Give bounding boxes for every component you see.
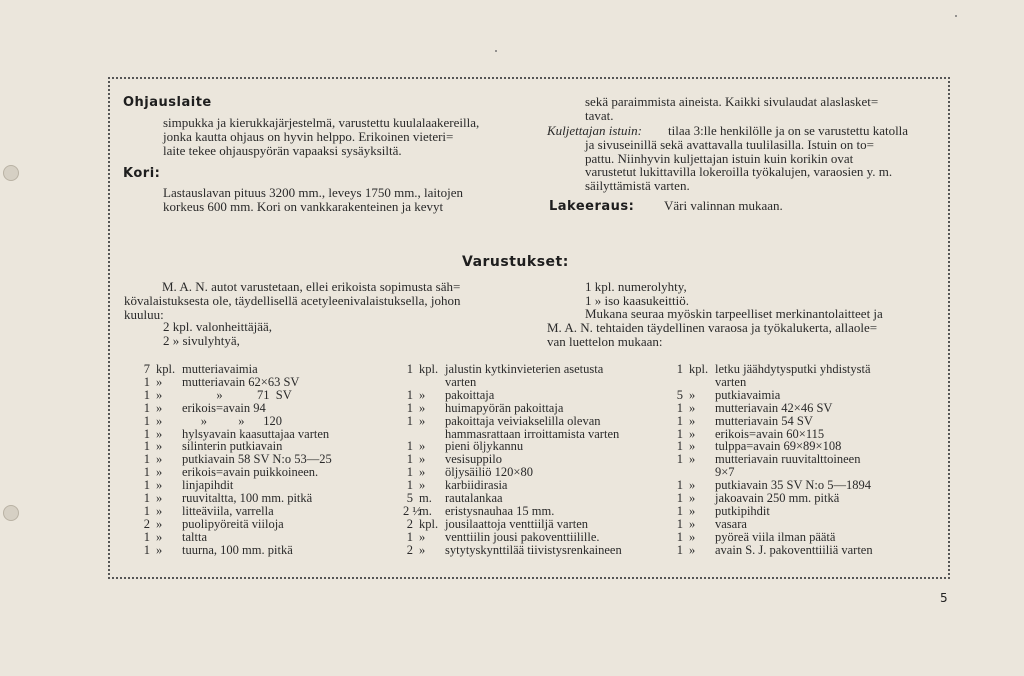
item-unit: m. (419, 491, 432, 506)
item-qty: 1 (406, 439, 413, 454)
item-unit: » (689, 426, 696, 441)
item-unit: » (689, 413, 696, 428)
list-item (403, 402, 622, 415)
item-desc: tuurna, 100 mm. pitkä (182, 542, 293, 557)
item-qty: 5 (676, 387, 683, 402)
list-item (673, 505, 873, 518)
item-qty: 1 (676, 516, 683, 531)
item-unit: » (156, 374, 163, 389)
item-qty: 1 (406, 529, 413, 544)
item-desc: putkiavaimia (715, 387, 781, 402)
item-desc: vasara (715, 516, 747, 531)
item-unit (683, 466, 715, 479)
item-desc: öljysäiliö 120×80 (445, 465, 533, 480)
item-unit (683, 376, 715, 389)
item-desc: huimapyörän pakoittaja (445, 400, 564, 415)
item-desc: varten (445, 374, 477, 389)
item-desc: erikois=avain 60×115 (715, 426, 825, 441)
item-qty: 1 (676, 542, 683, 557)
tool-list-column-2 (403, 363, 622, 557)
item-qty: 1 (143, 413, 150, 428)
item-qty: 1 (143, 452, 150, 467)
item-qty: 5 (406, 491, 413, 506)
list-item (673, 544, 873, 557)
item-desc: puolipyöreitä viiloja (182, 516, 284, 531)
item-qty: 1 (676, 362, 683, 376)
list-item (673, 389, 873, 402)
item-unit: kpl. (156, 362, 176, 376)
item-desc: eristysnauhaa 15 mm. (445, 503, 555, 518)
item-qty: 1 (143, 465, 150, 480)
varustukset-right-items (585, 280, 689, 308)
item-desc: mutteriavain 54 SV (715, 413, 813, 428)
item-qty: 1 (676, 426, 683, 441)
item-unit: » (156, 413, 163, 428)
item-unit: » (156, 491, 163, 506)
item-desc: mutteriavain 42×46 SV (715, 400, 833, 415)
item-desc: ruuvitaltta, 100 mm. pitkä (182, 491, 313, 506)
item-unit: » (156, 516, 163, 531)
item-qty: 1 (676, 452, 683, 467)
item-desc: putkiavain 35 SV N:o 5—1894 (715, 478, 872, 493)
item-desc: erikois=avain 94 (182, 400, 266, 415)
item-desc: pakoittaja veiviakselilla olevan (445, 413, 601, 428)
varustukset-intro: M. A. N. autot varustetaan, ellei erikoista sopimusta säh= kövalaistuksesta ole, täydellisellä acetyleenivalaistuksella, johon kuuluu: (124, 279, 461, 322)
item-desc: rautalankaa (445, 491, 503, 506)
list-item (403, 531, 622, 544)
item-desc: avain S. J. pakoventtiiliä varten (715, 542, 873, 557)
item-unit: » (689, 452, 696, 467)
item-desc: tulppa=avain 69×89×108 (715, 439, 842, 454)
kori-text: Lastauslavan pituus 3200 mm., leveys 1750 mm., laitojen korkeus 600 mm. Kori on vankkarakenteinen ja kevyt (163, 185, 464, 214)
item-qty: 1 (143, 491, 150, 506)
item-unit: » (156, 426, 163, 441)
list-item (403, 415, 622, 428)
item-desc: taltta (182, 529, 207, 544)
item-unit: » (156, 439, 163, 454)
item-qty: 1 (406, 400, 413, 415)
item-unit: » (689, 516, 696, 531)
ohjauslaite-text: simpukka ja kierukkajärjestelmä, varustettu kuulalaakereilla, jonka kautta ohjaus on hyvin helppo. Erikoinen vieteri= laite tekee ohjauspyörän vapaaksi sysäyksiltä. (163, 115, 480, 158)
item-desc: pieni öljykannu (445, 439, 524, 454)
item-unit: » (689, 478, 696, 493)
list-item (673, 492, 873, 505)
item-desc: » » 120 (182, 413, 282, 428)
list-item (403, 376, 622, 389)
item-unit: » (689, 400, 696, 415)
item-unit: » (689, 387, 696, 402)
item-qty: 1 (676, 400, 683, 415)
item-qty: 2 (406, 542, 413, 557)
item-unit: » (156, 465, 163, 480)
item-qty: 1 (676, 478, 683, 493)
item-unit (413, 428, 445, 441)
item-unit: » (156, 452, 163, 467)
item-qty: 2 ½ (403, 503, 422, 518)
kuljettajan-istuin-label: Kuljettajan istuin: (547, 123, 642, 138)
item-desc: venttiilin jousi pakoventtiilille. (445, 529, 600, 544)
item-qty: 1 (676, 529, 683, 544)
item-unit: kpl. (689, 362, 709, 376)
paper-speck (955, 15, 957, 17)
item-unit: » (156, 478, 163, 493)
item-desc: pyöreä viila ilman päätä (715, 529, 836, 544)
list-item (140, 363, 332, 376)
list-item: 1 kpl. numerolyhty, (585, 279, 687, 294)
item-unit: » (419, 400, 426, 415)
item-qty: 1 (676, 491, 683, 506)
item-desc: hylsyavain kaasuttajaa varten (182, 426, 330, 441)
list-item (140, 402, 332, 415)
item-qty (673, 376, 683, 389)
item-unit: » (689, 503, 696, 518)
list-item: 2 » sivulyhtyä, (163, 332, 240, 348)
item-qty: 1 (143, 400, 150, 415)
item-desc: jakoavain 250 mm. pitkä (715, 491, 840, 506)
list-item (673, 453, 873, 466)
item-qty: 1 (406, 465, 413, 480)
item-qty (403, 376, 413, 389)
list-item (140, 376, 332, 389)
item-desc: silinterin putkiavain (182, 439, 283, 454)
list-item (140, 505, 332, 518)
kuljettajan-istuin-text: tilaa 3:lle henkilölle ja on se varustettu katolla ja sivuseinillä sekä avattavalla tuulilasilla. Istuin on to= pattu. Niinhyvin kuljettajan istuin kuin korikin ovat varustetut lukittavilla lokeroilla työkalujen, varaosien y. m. säilyttämistä varten. (585, 123, 909, 194)
item-desc: mutteriavain ruuvitalttoineen (715, 452, 861, 467)
item-qty: 1 (406, 413, 413, 428)
item-unit: » (156, 400, 163, 415)
list-item (403, 505, 622, 518)
item-qty: 1 (406, 478, 413, 493)
list-item (673, 518, 873, 531)
item-qty: 1 (143, 426, 150, 441)
item-unit: » (156, 503, 163, 518)
list-item (403, 363, 622, 376)
item-unit: » (156, 387, 163, 402)
list-item (140, 518, 332, 531)
list-item (403, 440, 622, 453)
item-desc: jalustin kytkinvieterien asetusta (445, 362, 604, 376)
list-item (140, 389, 332, 402)
list-item (673, 531, 873, 544)
tool-list-column-1 (140, 363, 332, 557)
item-qty: 1 (143, 439, 150, 454)
list-item (403, 389, 622, 402)
list-item (403, 518, 622, 531)
item-unit: » (689, 439, 696, 454)
item-unit: kpl. (419, 516, 439, 531)
item-unit: » (419, 465, 426, 480)
punch-hole (3, 165, 19, 181)
list-item (673, 415, 873, 428)
list-item (673, 376, 873, 389)
item-qty: 2 (406, 516, 413, 531)
list-item (140, 531, 332, 544)
item-unit (413, 376, 445, 389)
item-unit: » (689, 542, 696, 557)
item-unit: kpl. (419, 362, 439, 376)
list-item (403, 466, 622, 479)
item-qty: 1 (143, 529, 150, 544)
item-unit: » (689, 491, 696, 506)
item-desc: » 71 SV (182, 387, 292, 402)
item-qty: 1 (143, 478, 150, 493)
item-unit: » (419, 439, 426, 454)
item-unit: m. (419, 503, 432, 518)
list-item: 2 kpl. valonheittäjää, (163, 319, 273, 334)
list-item (403, 544, 622, 557)
item-desc: sytytyskynttilää tiivistysrenkaineen (445, 542, 622, 557)
item-desc: jousilaattoja venttiiljä varten (445, 516, 589, 531)
kori-text-continued: sekä paraimmista aineista. Kaikki sivulaudat alaslasket= tavat. (585, 94, 879, 123)
item-qty: 1 (406, 362, 413, 376)
item-qty: 1 (676, 503, 683, 518)
item-unit: » (156, 542, 163, 557)
item-unit: » (419, 478, 426, 493)
list-item (140, 544, 332, 557)
item-desc: putkiavain 58 SV N:o 53—25 (182, 452, 332, 467)
item-desc: 9×7 (715, 465, 735, 480)
section-heading-lakeeraus: Lakeeraus: (549, 199, 635, 214)
list-item: 1 » iso kaasukeittiö. (585, 292, 689, 308)
item-qty: 2 (143, 516, 150, 531)
item-desc: letku jäähdytysputki yhdistystä (715, 362, 871, 376)
lakeeraus-text: Väri valinnan mukaan. (664, 198, 783, 213)
page-number: 5 (940, 591, 948, 605)
item-unit: » (419, 529, 426, 544)
item-qty: 1 (143, 374, 150, 389)
list-item (140, 415, 332, 428)
item-desc: vesisuppilo (445, 452, 502, 467)
paper-speck (495, 50, 497, 52)
item-desc: karbiidirasia (445, 478, 508, 493)
item-desc: mutteriavaimia (182, 362, 258, 376)
item-desc: litteäviila, varrella (182, 503, 274, 518)
item-desc: hammasrattaan irroittamista varten (445, 426, 620, 441)
list-item (403, 479, 622, 492)
item-desc: erikois=avain puikkoineen. (182, 465, 319, 480)
list-item (673, 402, 873, 415)
item-qty: 1 (143, 503, 150, 518)
punch-hole (3, 505, 19, 521)
item-desc: putkipihdit (715, 503, 770, 518)
list-item (140, 466, 332, 479)
item-unit: » (419, 413, 426, 428)
item-desc: varten (715, 374, 747, 389)
item-qty: 1 (406, 387, 413, 402)
item-unit: » (419, 542, 426, 557)
item-desc: linjapihdit (182, 478, 234, 493)
section-heading-varustukset: Varustukset: (462, 254, 569, 270)
item-unit: » (419, 387, 426, 402)
item-desc: pakoittaja (445, 387, 495, 402)
item-qty: 1 (406, 452, 413, 467)
item-qty: 1 (143, 542, 150, 557)
item-qty: 1 (143, 387, 150, 402)
section-heading-kori: Kori: (123, 166, 161, 181)
item-qty: 1 (676, 413, 683, 428)
tool-list-column-3 (673, 363, 873, 557)
varustukset-right-text: Mukana seuraa myöskin tarpeelliset merkinantolaitteet ja M. A. N. tehtaiden täydellinen varaosa ja työkalukerta, allaole= van luettelon mukaan: (547, 306, 883, 349)
item-qty: 7 (143, 362, 150, 376)
section-heading-ohjauslaite: Ohjauslaite (123, 95, 212, 110)
list-item (673, 363, 873, 376)
item-unit: » (156, 529, 163, 544)
varustukset-left-items (163, 320, 272, 348)
item-qty: 1 (676, 439, 683, 454)
item-unit: » (689, 529, 696, 544)
item-desc: mutteriavain 62×63 SV (182, 374, 300, 389)
item-unit: » (419, 452, 426, 467)
